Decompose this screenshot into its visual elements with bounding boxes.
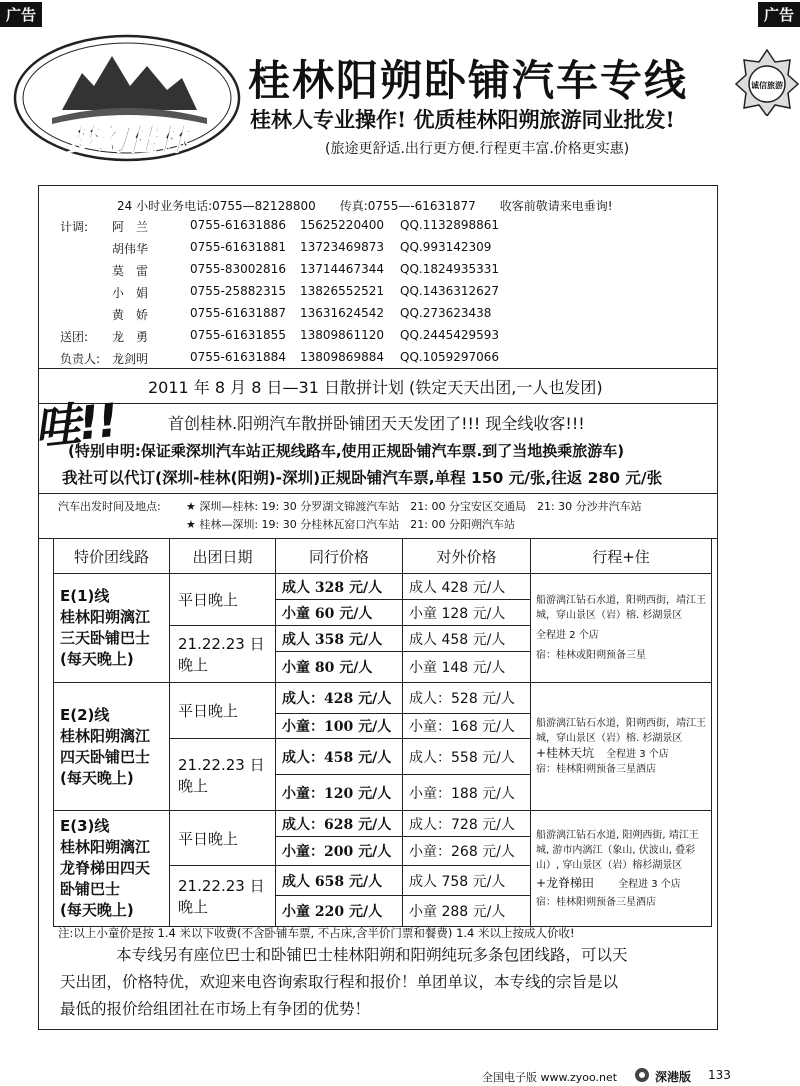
- date-weekend: 21.22.23 日 晚上: [170, 739, 276, 811]
- public-price: 成人：528 元/人: [403, 683, 531, 714]
- plan-title: 2011 年 8 月 8 日—31 日散拼计划 (铁定天天出团,一人也发团): [148, 378, 603, 397]
- date-weekend: 21.22.23 日 晚上: [170, 626, 276, 683]
- public-price: 小童：268 元/人: [403, 837, 531, 866]
- public-price: 小童：188 元/人: [403, 775, 531, 811]
- footer-logo-icon: [634, 1067, 650, 1083]
- public-price: 成人 758 元/人: [403, 866, 531, 896]
- route-e3: E(3)线 桂林阳朔漓江 龙脊梯田四天 卧铺巴士 (每天晚上): [54, 811, 170, 927]
- itinerary-e2: 船游漓江钻石水道，阳朔西街，靖江王城，穿山景区（岩）榕. 杉湖景区 +桂林天坑 全程进 3 个店 宿：桂林阳朔预备三星酒店: [531, 683, 712, 811]
- footer-page-number: 133: [708, 1068, 731, 1082]
- wow-mark: 哇!!: [31, 392, 119, 456]
- public-price: 成人：558 元/人: [403, 739, 531, 775]
- header-itinerary: 行程+住: [531, 539, 712, 574]
- peer-price: 成人：628 元/人: [276, 811, 403, 837]
- date-weekday: 平日晚上: [170, 811, 276, 866]
- ad-tag-right: 广告: [758, 2, 800, 27]
- depart-label: 汽车出发时间及地点:: [58, 500, 161, 513]
- date-weekend: 21.22.23 日 晚上: [170, 866, 276, 927]
- closing-line: 天出团，价格特优，欢迎来电咨询索取行程和报价！单团单议，本专线的宗旨是以: [60, 973, 619, 991]
- table-row: [54, 683, 712, 714]
- hotline: 24 小时业务电话:0755—82128800 传真:0755—-61631877 收客前敬请来电垂询!: [117, 199, 613, 213]
- peer-price: 小童 220 元/人: [276, 896, 403, 927]
- public-price: 成人 428 元/人: [403, 574, 531, 600]
- depart-line-1: ★ 深圳—桂林: 19: 30 分罗湖文锦渡汽车站 21: 00 分宝安区交通局 21: 30 分沙井汽车站: [186, 500, 642, 513]
- peer-price: 成人：428 元/人: [276, 683, 403, 714]
- contact-row: 负责人: 龙剑明 0755-61631884 13809869884 QQ.1059297066: [60, 350, 500, 366]
- public-price: 小童 148 元/人: [403, 652, 531, 683]
- closing-line: 最低的报价给组团社在市场上有争团的优势！: [60, 1000, 371, 1018]
- contact-row: 胡伟华 0755-61631881 13723469873 QQ.993142309: [112, 240, 492, 256]
- subhead: 桂林人专业操作! 优质桂林阳朔旅游同业批发!: [250, 107, 675, 132]
- peer-price: 小童：200 元/人: [276, 837, 403, 866]
- route-e1: E(1)线 桂林阳朔漓江 三天卧铺巴士 (每天晚上): [54, 574, 170, 683]
- footer-edition: 全国电子版 www.zyoo.net: [482, 1071, 618, 1084]
- public-price: 小童 128 元/人: [403, 600, 531, 626]
- peer-price: 小童：120 元/人: [276, 775, 403, 811]
- peer-price: 成人：458 元/人: [276, 739, 403, 775]
- contact-row: 黄 娇 0755-61631887 13631624542 QQ.273623438: [112, 306, 492, 322]
- announce-3: 我社可以代订(深圳-桂林(阳朔)-深圳)正规卧铺汽车票,单程 150 元/张,往返 280 元/张: [62, 469, 663, 487]
- peer-price: 小童 60 元/人: [276, 600, 403, 626]
- badge-icon: [735, 48, 799, 116]
- contact-row: 小 娟 0755-25882315 13826552521 QQ.1436312627: [112, 284, 500, 300]
- peer-price: 小童：100 元/人: [276, 714, 403, 739]
- peer-price: 成人 328 元/人: [276, 574, 403, 600]
- date-weekday: 平日晚上: [170, 574, 276, 626]
- table-header-row: [54, 539, 712, 574]
- header-date: 出团日期: [170, 539, 276, 574]
- contact-row: 送团: 龙 勇 0755-61631855 13809861120 QQ.2445429593: [60, 328, 500, 344]
- announce-2: (特别申明:保证乘深圳汽车站正规线路车,使用正规卧铺汽车票.到了当地换乘旅游车): [68, 442, 625, 460]
- announce-1: 首创桂林.阳朔汽车散拼卧铺团天天发团了!!! 现全线收客!!!: [168, 414, 585, 433]
- date-weekday: 平日晚上: [170, 683, 276, 739]
- itinerary-e3: 船游漓江钻石水道, 阳朔西街, 靖江王城, 游市内漓江（象山, 伏波山, 叠彩山）, 穿山景区（岩）榕杉湖景区 +龙脊梯田 全程进 3 个店 宿：桂林阳朔预备三星酒店: [531, 811, 712, 927]
- ad-tag-left: 广告: [0, 2, 42, 27]
- contact-row: 莫 雷 0755-83002816 13714467344 QQ.1824935331: [112, 262, 500, 278]
- itinerary-e1: 船游漓江钻石水道，阳朔西街，靖江王城，穿山景区（岩）榕. 杉湖景区 全程进 2 个店 宿：桂林或阳朔预备三星: [531, 574, 712, 683]
- public-price: 小童：168 元/人: [403, 714, 531, 739]
- table-row: [54, 811, 712, 837]
- header-public-price: 对外价格: [403, 539, 531, 574]
- logo-text: 梦幻桂林: [67, 123, 187, 158]
- peer-price: 成人 358 元/人: [276, 626, 403, 652]
- logo: [12, 28, 242, 163]
- header-peer-price: 同行价格: [276, 539, 403, 574]
- child-price-note: 注:以上小童价是按 1.4 米以下收费(不含卧铺车票, 不占床,含半价门票和餐费) 1.4 米以上按成人价收!: [58, 926, 575, 940]
- closing-line: 本专线另有座位巴士和卧铺巴士桂林阳朔和阳朔纯玩多条包团线路，可以天: [116, 946, 628, 964]
- public-price: 小童 288 元/人: [403, 896, 531, 927]
- peer-price: 小童 80 元/人: [276, 652, 403, 683]
- public-price: 成人 458 元/人: [403, 626, 531, 652]
- table-row: [54, 574, 712, 600]
- price-table: [53, 538, 712, 927]
- depart-line-2: ★ 桂林—深圳: 19: 30 分桂林瓦窑口汽车站 21: 00 分阳朔汽车站: [186, 518, 515, 531]
- headline: 桂林阳朔卧铺汽车专线: [248, 56, 689, 105]
- peer-price: 成人 658 元/人: [276, 866, 403, 896]
- tagline: (旅途更舒适.出行更方便.行程更丰富.价格更实惠): [325, 141, 630, 157]
- header-route: 特价团线路: [54, 539, 170, 574]
- contact-row: 计调: 阿 兰 0755-61631886 15625220400 QQ.1132898861: [60, 218, 500, 234]
- badge-text: 诚信旅游: [751, 81, 783, 90]
- route-e2: E(2)线 桂林阳朔漓江 四天卧铺巴士 (每天晚上): [54, 683, 170, 811]
- public-price: 成人：728 元/人: [403, 811, 531, 837]
- footer-region: 深港版: [655, 1070, 692, 1084]
